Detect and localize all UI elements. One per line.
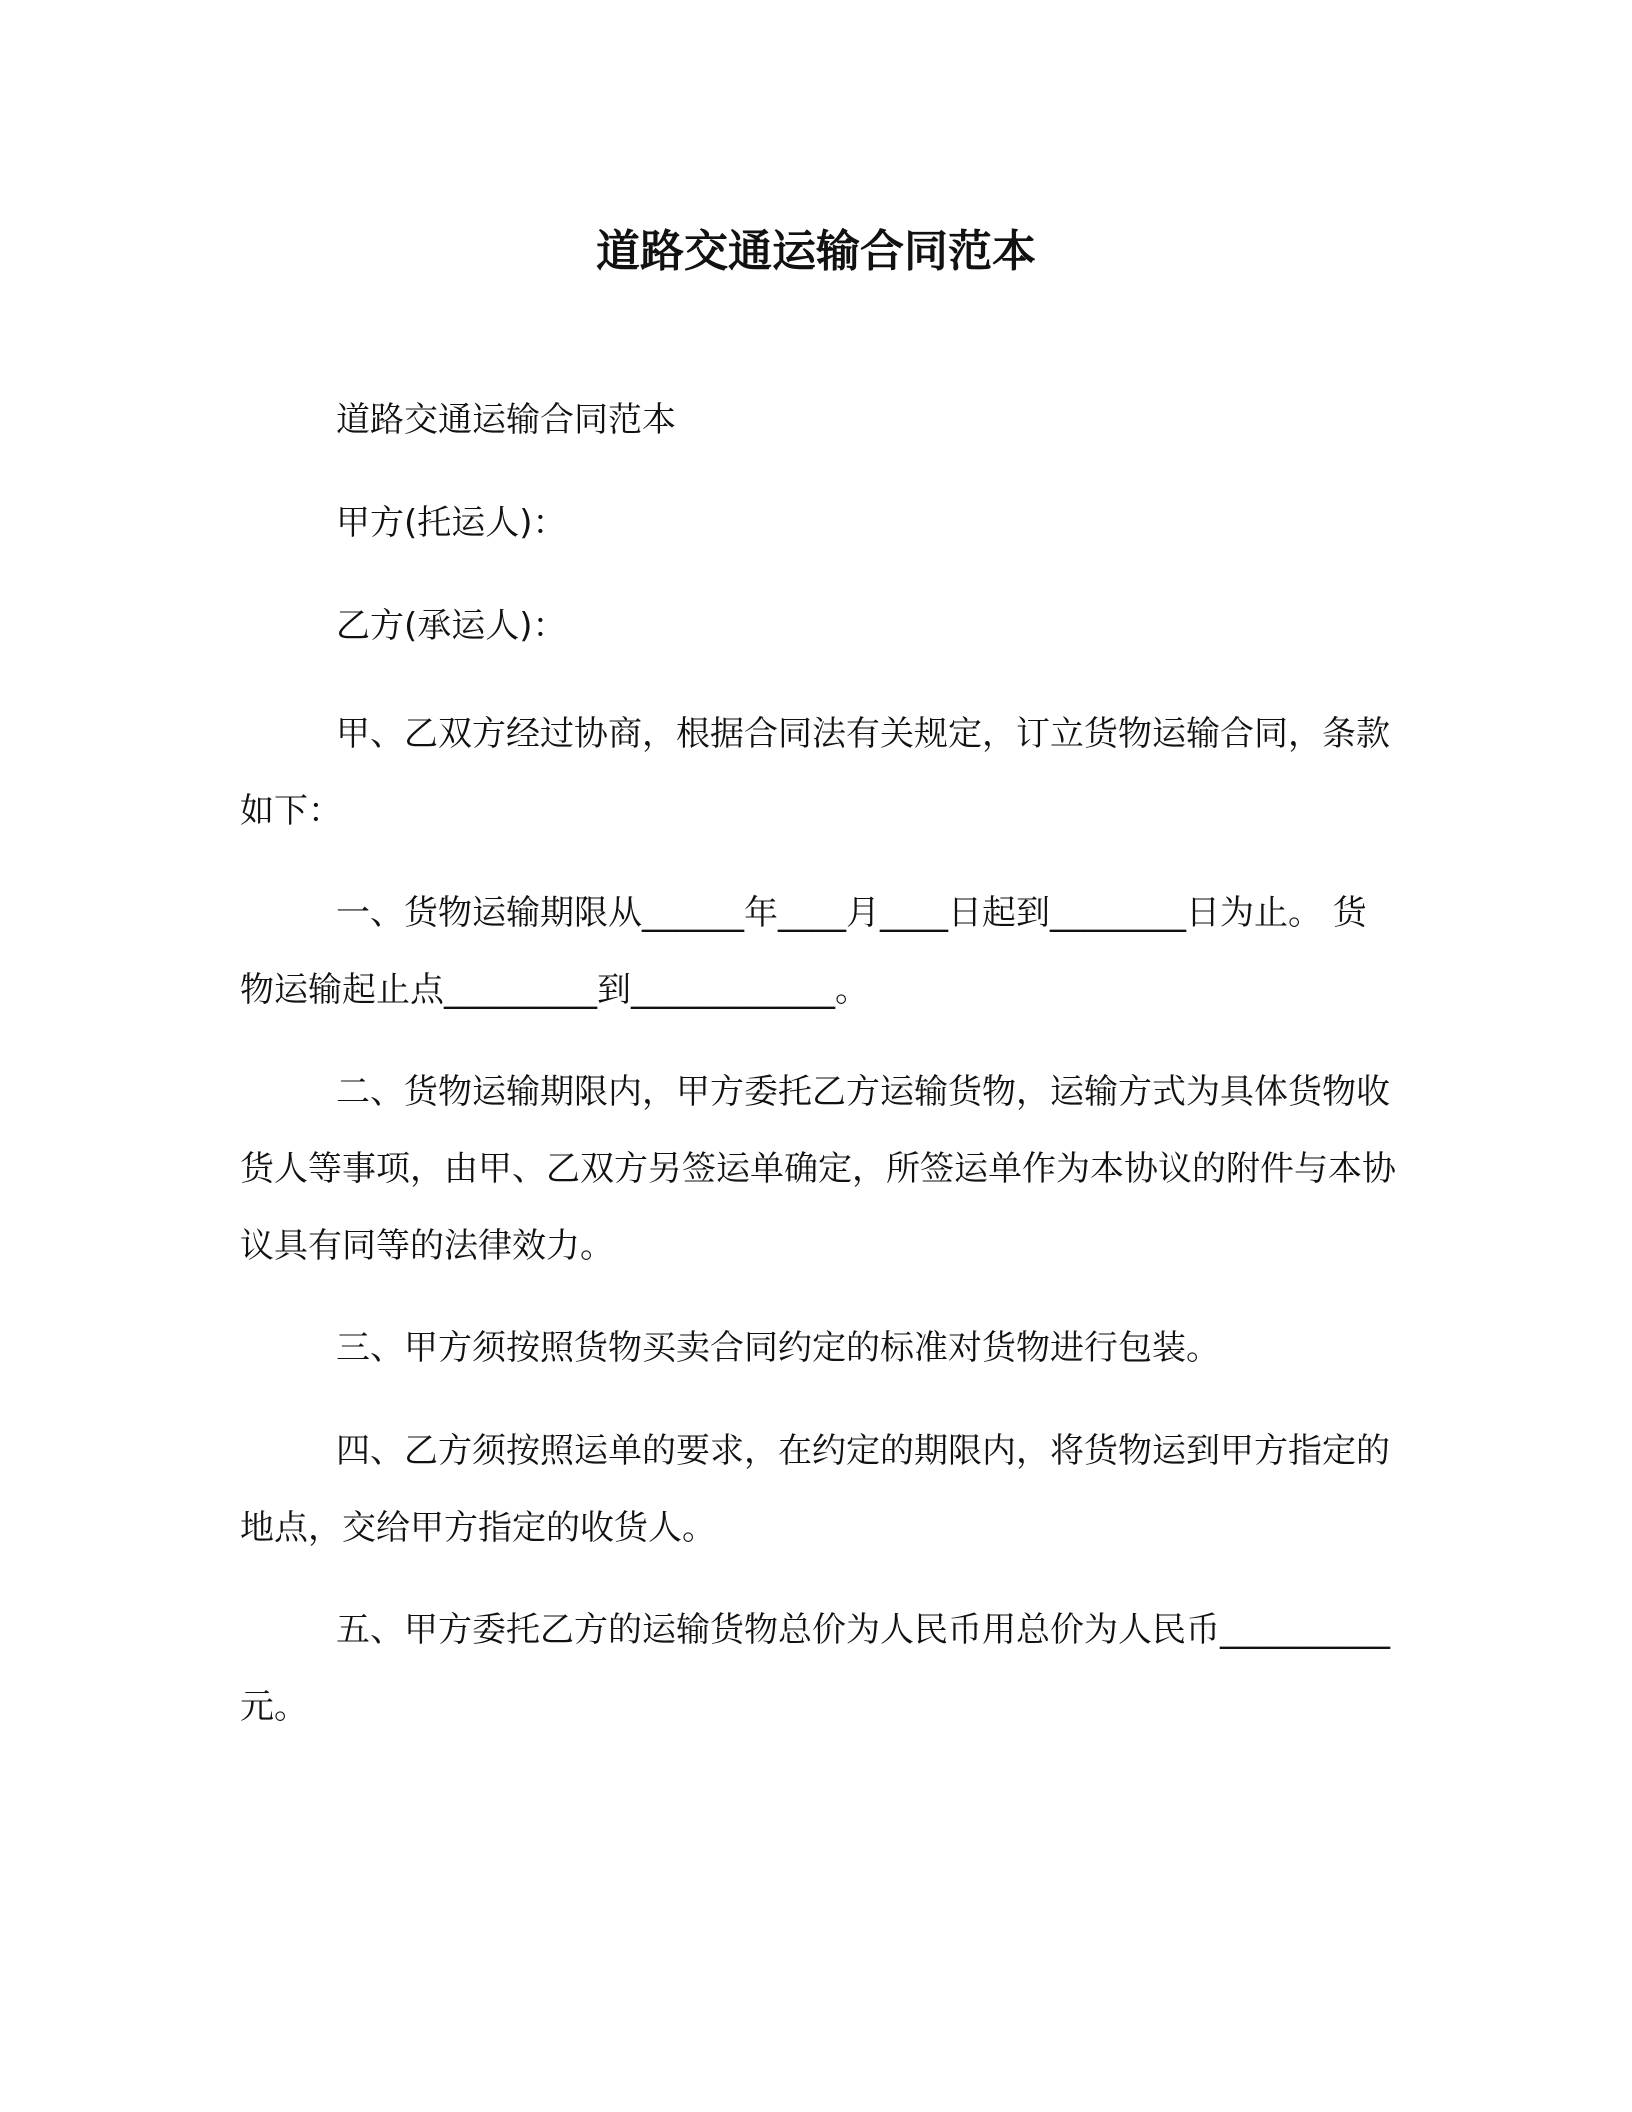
clause-5: 五、甲方委托乙方的运输货物总价为人民币用总价为人民币__________元。 <box>240 1610 1390 1727</box>
clause-1: 一、货物运输期限从______年____月____日起到________日为止。 货物运输起止点_________到____________。 <box>240 893 1367 1010</box>
clause-2: 二、货物运输期限内，甲方委托乙方运输货物，运输方式为具体货物收货人等事项，由甲、乙双方另签运单确定，所签运单作为本协议的附件与本协议具有同等的法律效力。 <box>240 1072 1396 1266</box>
intro-paragraph: 甲、乙双方经过协商，根据合同法有关规定，订立货物运输合同，条款如下： <box>240 714 1390 831</box>
subtitle-paragraph: 道路交通运输合同范本 <box>336 400 676 440</box>
party-a-line: 甲方(托运人)： <box>336 503 567 543</box>
clause-3: 三、甲方须按照货物买卖合同约定的标准对货物进行包装。 <box>336 1328 1220 1368</box>
document-title: 道路交通运输合同范本 <box>596 226 1036 277</box>
clause-4: 四、乙方须按照运单的要求，在约定的期限内，将货物运到甲方指定的地点，交给甲方指定的收货人。 <box>240 1431 1390 1548</box>
party-b-line: 乙方(承运人)： <box>336 606 567 646</box>
